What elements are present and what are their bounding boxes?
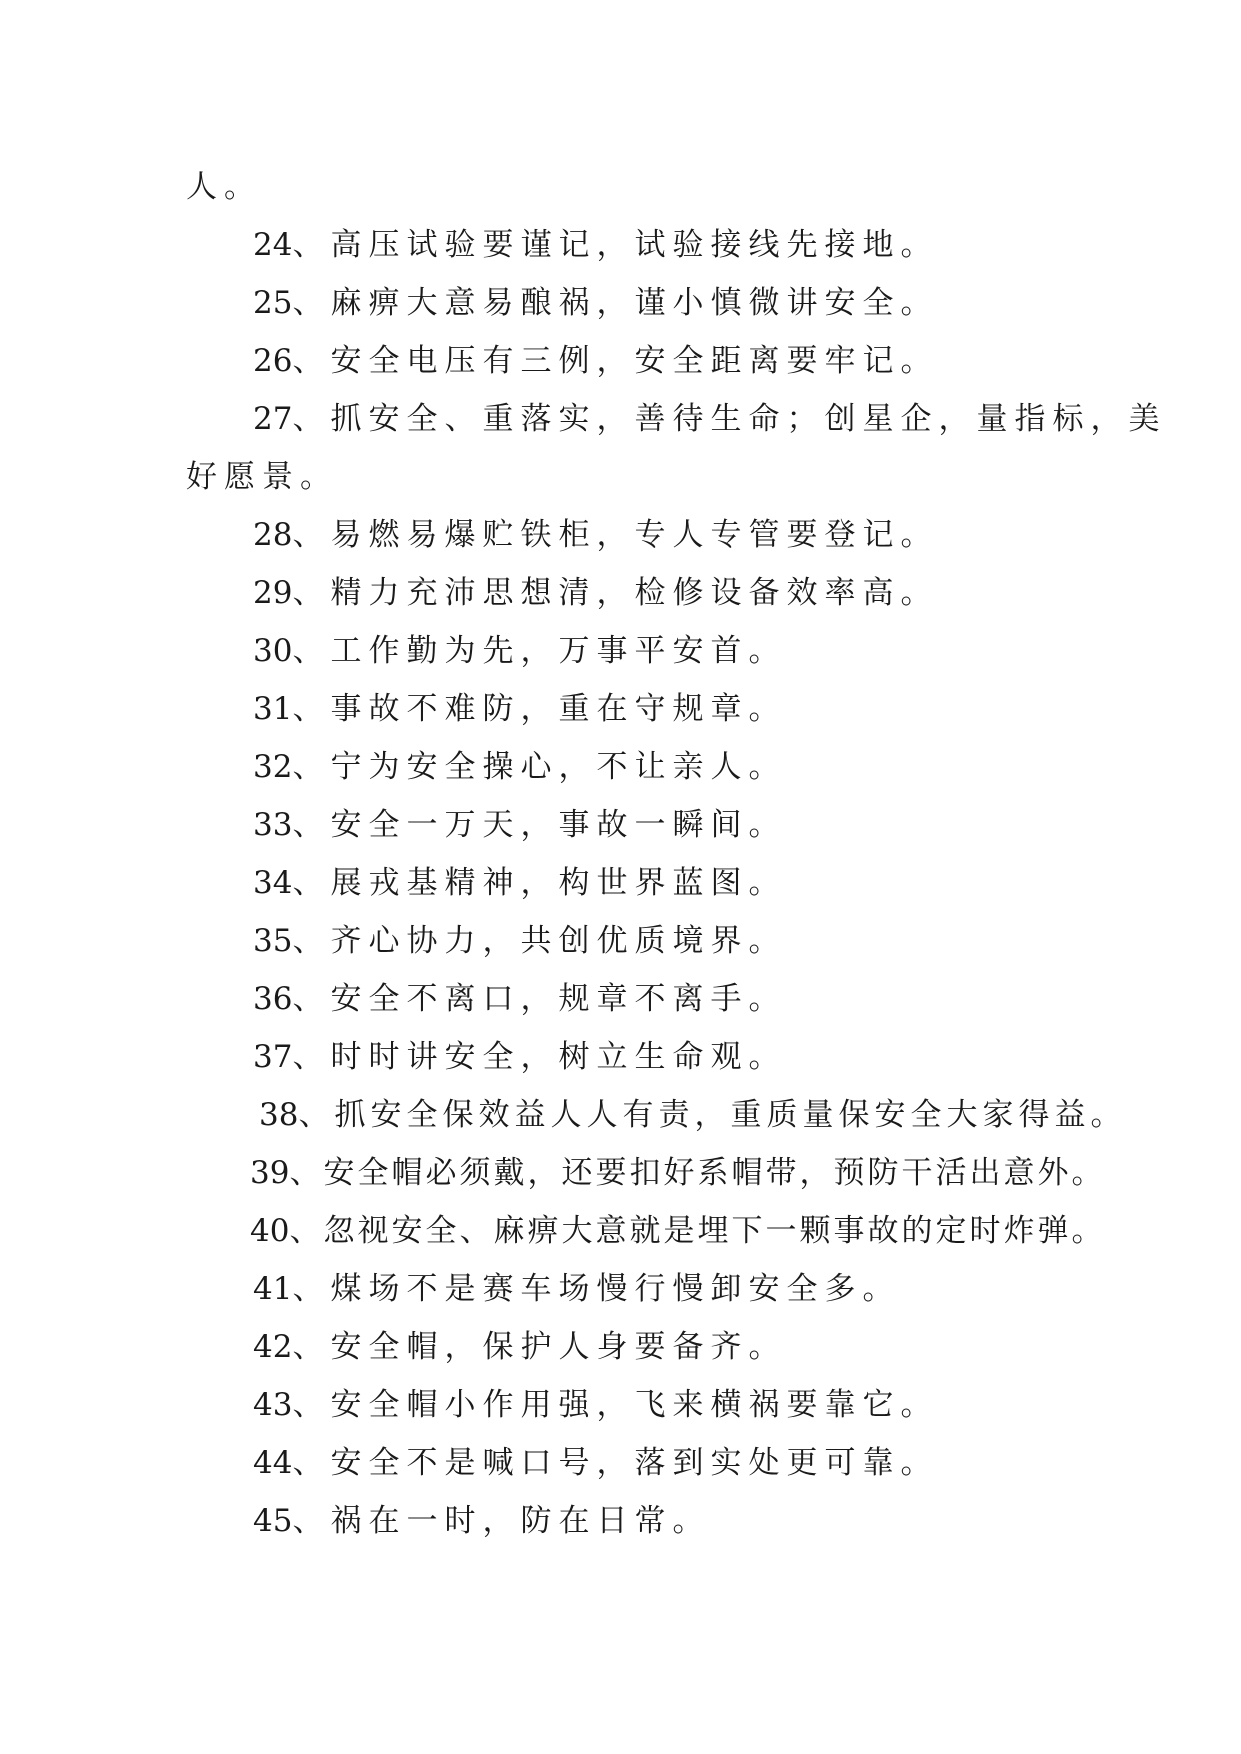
slogan-number: 35 [253, 923, 293, 959]
slogan-number: 36 [253, 981, 293, 1017]
slogan-number: 29 [253, 575, 293, 611]
slogan-number: 26 [253, 343, 293, 379]
slogan-text: 、安全不离口，规章不离手。 [292, 981, 787, 1017]
slogan-number: 38 [259, 1097, 299, 1133]
slogan-line [186, 448, 1086, 506]
slogan-line [186, 1492, 1086, 1550]
slogan-number: 44 [253, 1445, 293, 1481]
slogan-line [186, 216, 1086, 274]
slogan-number: 30 [253, 633, 293, 669]
slogan-text: 、祸在一时，防在日常。 [292, 1503, 711, 1539]
slogan-line [186, 1202, 1106, 1260]
slogan-text: 、抓安全、重落实，善待生命；创星企，量指标，美 [292, 401, 1167, 437]
slogan-number: 28 [253, 517, 293, 553]
slogan-line [186, 158, 1086, 216]
slogan-text: 、安全不是喊口号，落到实处更可靠。 [292, 1445, 939, 1481]
slogan-text: 、工作勤为先，万事平安首。 [292, 633, 787, 669]
slogan-number: 31 [253, 691, 293, 727]
slogan-text: 、忽视安全、麻痹大意就是埋下一颗事故的定时炸弹。 [289, 1213, 1106, 1249]
slogan-text: 、精力充沛思想清，检修设备效率高。 [292, 575, 939, 611]
slogan-number: 40 [250, 1213, 290, 1249]
slogan-line [186, 622, 1086, 680]
slogan-text: 、安全电压有三例，安全距离要牢记。 [292, 343, 939, 379]
slogan-number: 24 [253, 227, 293, 263]
slogan-text: 、麻痹大意易酿祸，谨小慎微讲安全。 [292, 285, 939, 321]
slogan-line [186, 970, 1086, 1028]
slogan-line [186, 1086, 1127, 1144]
slogan-text: 、煤场不是赛车场慢行慢卸安全多。 [292, 1271, 901, 1307]
slogan-text: 、安全帽小作用强，飞来横祸要靠它。 [292, 1387, 939, 1423]
slogan-line [186, 1376, 1086, 1434]
slogan-line [186, 564, 1086, 622]
slogan-text: 、抓安全保效益人人有责，重质量保安全大家得益。 [298, 1097, 1127, 1133]
slogan-text: 、高压试验要谨记，试验接线先接地。 [292, 227, 939, 263]
slogan-number: 27 [253, 401, 293, 437]
slogan-text: 好愿景。 [186, 459, 338, 495]
slogan-line [186, 854, 1086, 912]
slogan-line [186, 1028, 1086, 1086]
slogan-line [186, 738, 1086, 796]
slogan-line [186, 680, 1086, 738]
slogan-line [186, 912, 1086, 970]
slogan-text: 、宁为安全操心，不让亲人。 [292, 749, 787, 785]
slogan-number: 41 [253, 1271, 293, 1307]
slogan-number: 39 [250, 1155, 290, 1191]
slogan-text: 、时时讲安全，树立生命观。 [292, 1039, 787, 1075]
slogan-number: 43 [253, 1387, 293, 1423]
slogan-number: 42 [253, 1329, 293, 1365]
slogan-number: 45 [253, 1503, 293, 1539]
slogan-text: 、易燃易爆贮铁柜，专人专管要登记。 [292, 517, 939, 553]
slogan-text: 、安全帽，保护人身要备齐。 [292, 1329, 787, 1365]
slogan-number: 25 [253, 285, 293, 321]
slogan-number: 37 [253, 1039, 293, 1075]
slogan-number: 32 [253, 749, 293, 785]
slogan-line [186, 390, 1167, 448]
slogan-line [186, 1260, 1086, 1318]
slogan-line [186, 1144, 1106, 1202]
slogan-line [186, 274, 1086, 332]
slogan-number: 33 [253, 807, 293, 843]
slogan-number: 34 [253, 865, 293, 901]
slogan-text: 、安全一万天，事故一瞬间。 [292, 807, 787, 843]
slogan-list [186, 158, 1167, 1550]
slogan-text: 人。 [186, 169, 262, 205]
slogan-text: 、事故不难防，重在守规章。 [292, 691, 787, 727]
slogan-line [186, 332, 1086, 390]
slogan-text: 、展戎基精神，构世界蓝图。 [292, 865, 787, 901]
slogan-line [186, 506, 1086, 564]
slogan-line [186, 796, 1086, 854]
slogan-text: 、安全帽必须戴，还要扣好系帽带，预防干活出意外。 [289, 1155, 1106, 1191]
slogan-text: 、齐心协力，共创优质境界。 [292, 923, 787, 959]
slogan-line [186, 1318, 1086, 1376]
slogan-line [186, 1434, 1086, 1492]
